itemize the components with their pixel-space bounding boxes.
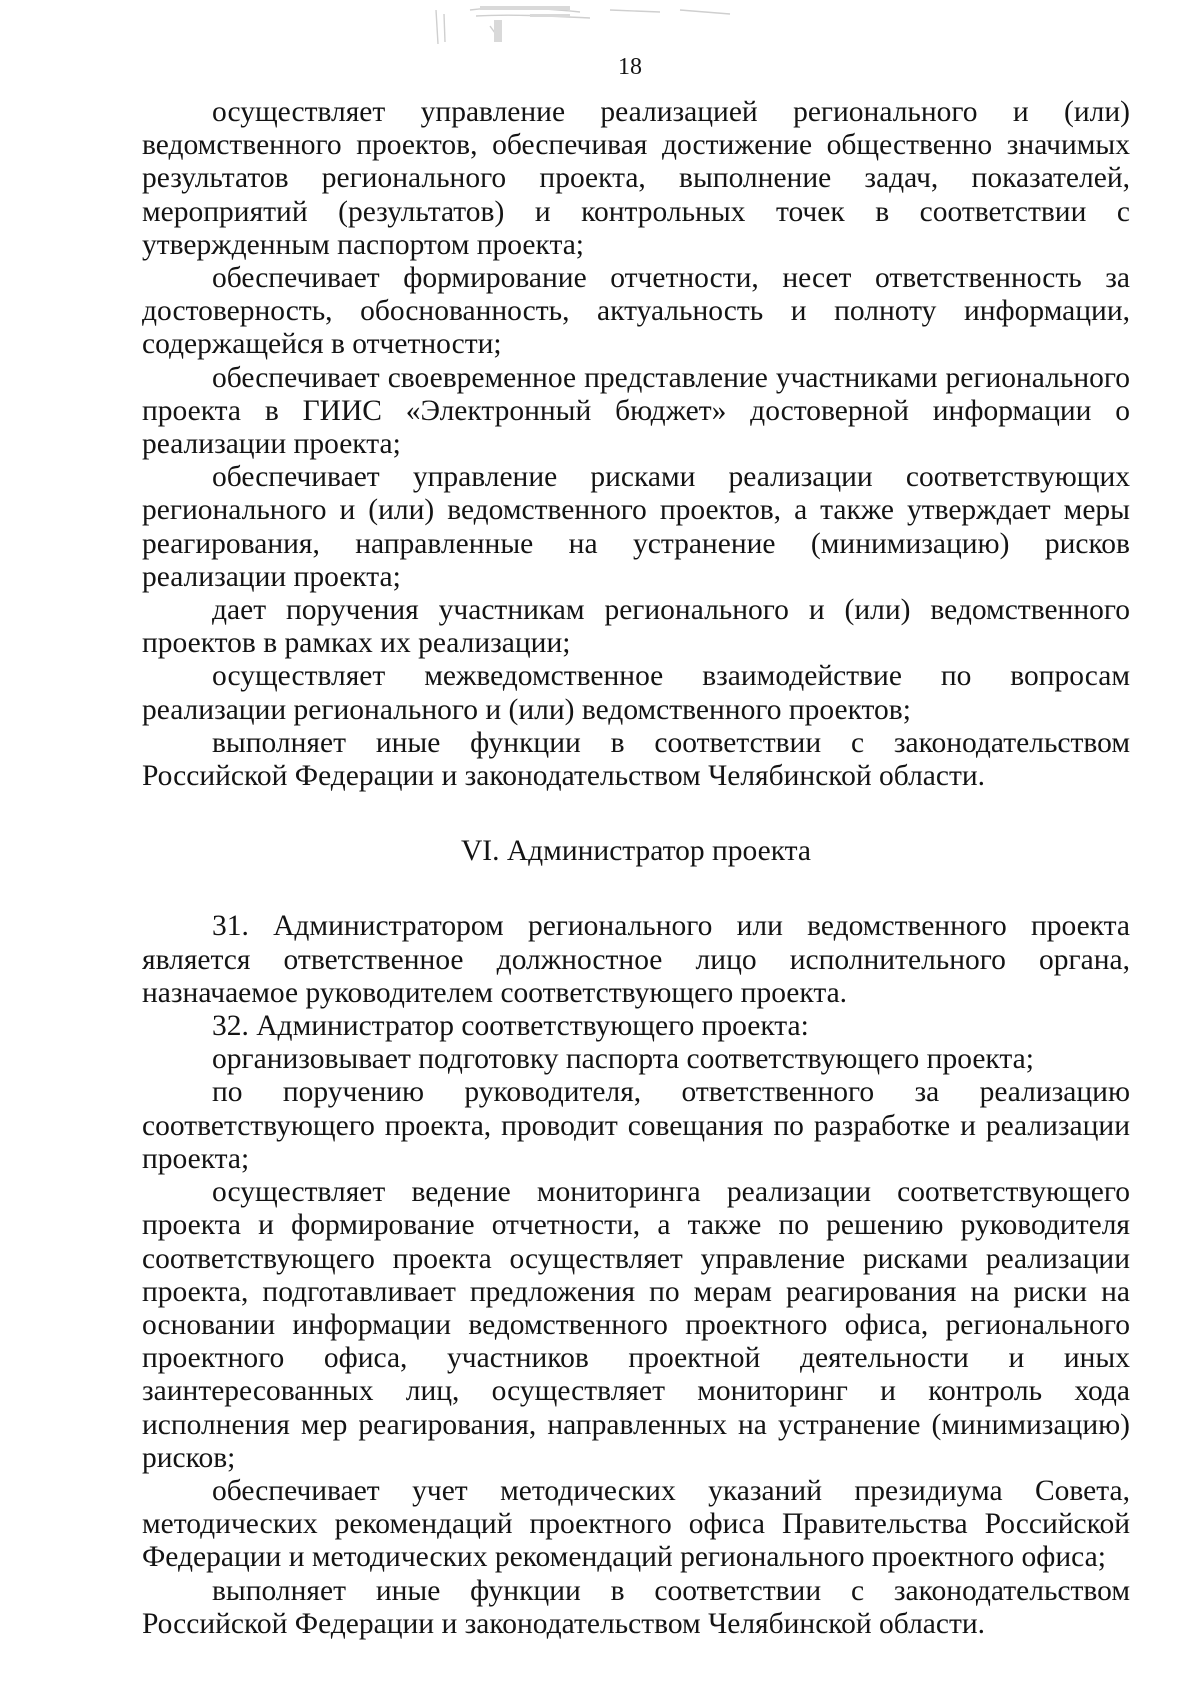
scan-artifact	[430, 4, 770, 46]
paragraph: обеспечивает управление рисками реализации соответствующих регионального и (или) ведомственного проектов, а также утверждает меры реагирования, направленные на устранение (минимизацию) рисков реализации проекта;	[142, 461, 1130, 593]
paragraph: 31. Администратором регионального или ведомственного проекта является ответственное должностное лицо исполнительного органа, назначаемое руководителем соответствующего проекта.	[142, 910, 1130, 1009]
paragraph: обеспечивает формирование отчетности, несет ответственность за достоверность, обоснованность, актуальность и полноту информации, содержащейся в отчетности;	[142, 262, 1130, 361]
paragraph: организовывает подготовку паспорта соответствующего проекта;	[212, 1043, 1034, 1076]
paragraph: осуществляет управление реализацией регионального и (или) ведомственного проектов, обеспечивая достижение общественно значимых результатов регионального проекта, выполнение задач, показателей, мероприятий (результатов) и контрольных точек в соответствии с утвержденным паспортом проекта;	[142, 96, 1130, 261]
paragraph: обеспечивает своевременное представление участниками регионального проекта в ГИИС «Электронный бюджет» достоверной информации о реализации проекта;	[142, 361, 1130, 461]
paragraph: дает поручения участникам регионального и (или) ведомственного проектов в рамках их реализации;	[142, 594, 1130, 660]
document-body	[142, 96, 1130, 1641]
paragraph: выполняет иные функции в соответствии с законодательством Российской Федерации и законодательством Челябинской области.	[142, 1574, 1130, 1640]
paragraph: выполняет иные функции в соответствии с законодательством Российской Федерации и законодательством Челябинской области.	[142, 726, 1130, 793]
paragraph: осуществляет ведение мониторинга реализации соответствующего проекта и формирование отчетности, а также по решению руководителя соответствующего проекта осуществляет управление рисками реализации проекта, подготавливает предложения по мерам реагирования на риски на основании информации ведомственного проектного офиса, регионального проектного офиса, участников проектной деятельности и иных заинтересованных лиц, осуществляет мониторинг и контроль хода исполнения мер реагирования, направленных на устранение (минимизацию) рисков;	[142, 1176, 1130, 1474]
page-number: 18	[618, 54, 642, 80]
section-heading: VI. Администратор проекта	[460, 835, 812, 868]
paragraph: по поручению руководителя, ответственного за реализацию соответствующего проекта, проводит совещания по разработке и реализации проекта;	[142, 1076, 1130, 1175]
paragraph: 32. Администратор соответствующего проекта:	[212, 1010, 809, 1043]
paragraph: обеспечивает учет методических указаний президиума Совета, методических рекомендаций проектного офиса Правительства Российской Федерации и методических рекомендаций регионального проектного офиса;	[142, 1474, 1130, 1574]
paragraph: осуществляет межведомственное взаимодействие по вопросам реализации регионального и (или) ведомственного проектов;	[142, 660, 1130, 726]
